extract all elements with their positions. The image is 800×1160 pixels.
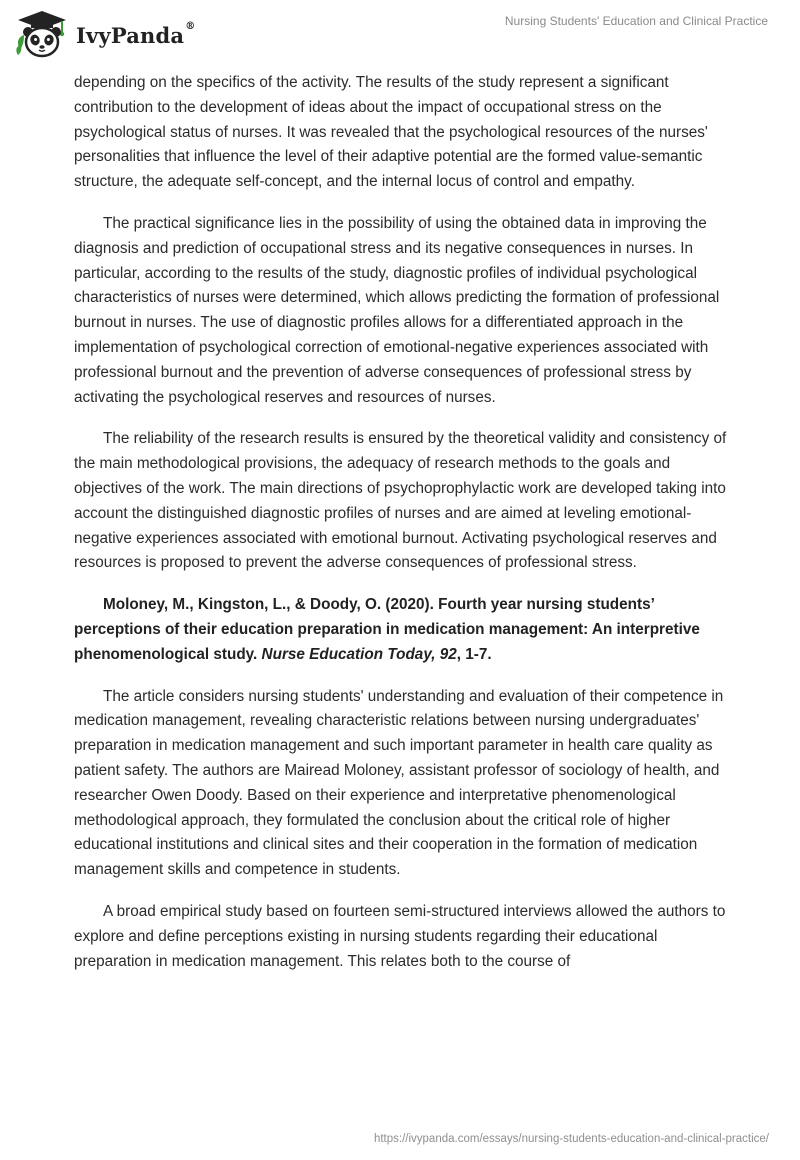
essay-body (74, 71, 734, 991)
paragraph-article-summary: The article considers nursing students' understanding and evaluation of their competence in medication management, revealing characteristic relations between nursing undergraduates' preparation in medication management and such important parameter in health care quality as patient safety. The authors are Mairead Moloney, assistant professor of sociology of health, and researcher Owen Doody. Based on their experience and interpretative phenomenological methodological approach, they formulated the conclusion about the critical role of higher educational institutions and clinical sites and their cooperation in the formation of medication management skills and competence in students. (74, 687, 724, 879)
page-header (0, 0, 800, 64)
citation-pages: , 1-7. (456, 645, 492, 663)
paragraph-reliability: The reliability of the research results is ensured by the theoretical validity and consistency of the main methodological provisions, the adequacy of research methods to the goals and objectives of the work. The main directions of psychoprophylactic work are developed taking into account the distinguished diagnostic profiles of nurses and are aimed at leveling emotional-negative experiences associated with emotional burnout. Activating psychological reserves and resources is proposed to prevent the adverse consequences of professional stress. (74, 430, 727, 572)
reference-citation (74, 593, 734, 667)
citation-journal: Nurse Education Today, 92 (261, 645, 457, 663)
paragraph-continuation: depending on the specifics of the activity. The results of the study represent a significant contribution to the development of ideas about the impact of occupational stress on the psychological status of nurses. It was revealed that the psychological resources of the nurses' personalities that influence the level of their adaptive potential are the formed value-semantic structure, the adequate self-concept, and the internal locus of control and empathy. (74, 74, 708, 191)
paragraph-practical-significance: The practical significance lies in the possibility of using the obtained data in improving the diagnosis and prediction of occupational stress and its negative consequences in nurses. In particular, according to the results of the study, diagnostic profiles of individual psychological characteristics of nurses were determined, which allows predicting the formation of professional burnout in nurses. The use of diagnostic profiles allows for a differentiated approach in the implementation of psychological correction of emotional-negative experiences associated with professional burnout and the prevention of adverse consequences of professional stress by activating the psychological reserves and resources of nurses. (74, 214, 720, 406)
running-title: Nursing Students' Education and Clinical Practice (504, 14, 768, 28)
paragraph-empirical-study: A broad empirical study based on fourteen semi-structured interviews allowed the authors to explore and define perceptions existing in nursing students regarding their educational preparation in medication management. This relates both to the course of (74, 902, 726, 970)
logo-wordmark: IvyPanda® (76, 20, 196, 48)
source-url[interactable]: https://ivypanda.com/essays/nursing-students-education-and-clinical-practice/ (373, 1133, 769, 1145)
citation-text: Moloney, M., Kingston, L., & Doody, O. (2020). Fourth year nursing students’ perceptions of their education preparation in medication management: An interpretive phenomenological study. (74, 596, 700, 663)
ivypanda-logo[interactable] (14, 9, 195, 59)
panda-graduate-icon (14, 9, 70, 59)
